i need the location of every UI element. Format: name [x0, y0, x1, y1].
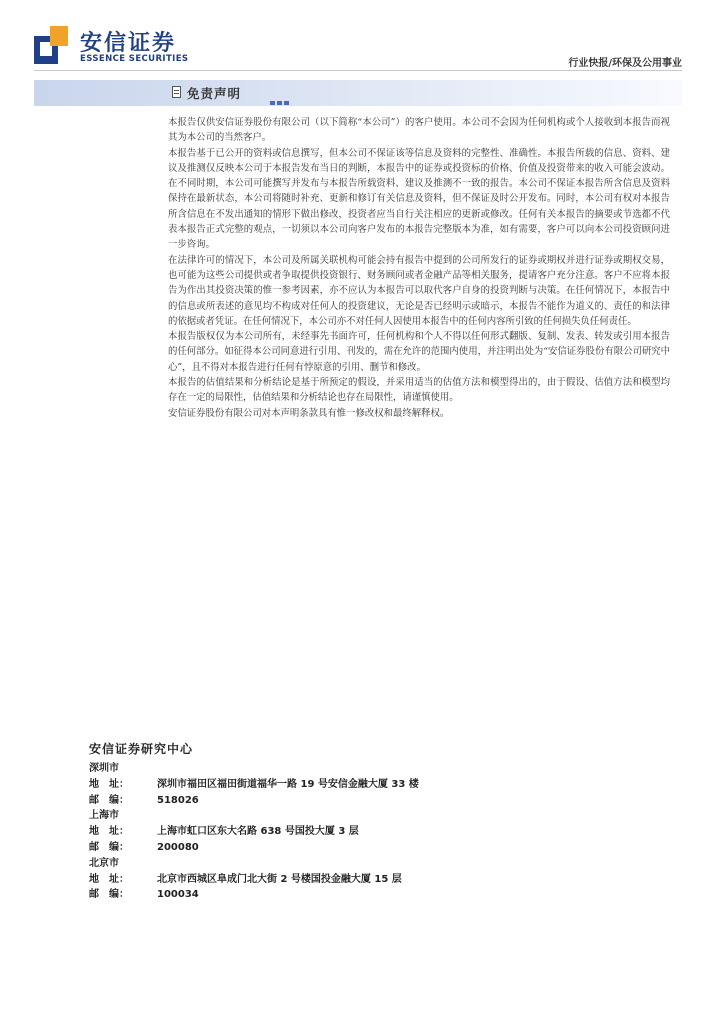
section-header — [34, 80, 682, 106]
section-title: 免责声明 — [187, 86, 242, 101]
office-zip-row — [89, 840, 649, 856]
office-zip-row — [89, 887, 649, 903]
disclaimer-paragraph: 本报告版权仅为本公司所有，未经事先书面许可，任何机构和个人不得以任何形式翻版、复制、发表、转发或引用本报告的任何部分。如征得本公司同意进行引用、刊发的，需在允许的范围内使用，并注明出处为“安信证券股份有限公司研究中心”，且不得对本报告进行任何有悖原意的引用、删节和修改。 — [168, 331, 670, 373]
logo-english-name: ESSENCE SECURITIES — [80, 54, 189, 64]
office-address: 上海市虹口区东大名路 638 号国投大厦 3 层 — [157, 826, 359, 838]
office-zip: 100034 — [157, 889, 199, 901]
office-city: 北京市 — [89, 857, 119, 869]
zip-label: 邮 编： — [89, 841, 129, 853]
office-zip: 200080 — [157, 841, 199, 853]
contact-section — [89, 740, 649, 903]
office-address: 北京市西城区阜成门北大街 2 号楼国投金融大厦 15 层 — [157, 873, 402, 885]
disclaimer-body — [168, 115, 670, 421]
header-divider — [34, 70, 682, 71]
zip-label: 邮 编： — [89, 794, 129, 806]
office-zip-row — [89, 793, 649, 809]
office-zip: 518026 — [157, 794, 199, 806]
zip-label: 邮 编： — [89, 889, 129, 901]
disclaimer-paragraph: 本报告的估值结果和分析结论是基于所预定的假设，并采用适当的估值方法和模型得出的，由于假设、估值方法和模型均存在一定的局限性，估值结果和分析结论也存在局限性，请谨慎使用。 — [168, 377, 670, 404]
contact-title: 安信证券研究中心 — [89, 742, 194, 756]
essence-logo-icon — [34, 26, 68, 64]
company-logo — [34, 26, 189, 66]
office-city: 上海市 — [89, 810, 119, 822]
office-address-row — [89, 872, 649, 888]
office-address-row — [89, 824, 649, 840]
document-icon — [172, 86, 181, 98]
disclaimer-paragraph: 本报告仅供安信证券股份有限公司（以下简称“本公司”）的客户使用。本公司不会因为任何机构或个人接收到本报告而视其为本公司的当然客户。 — [168, 117, 670, 144]
section-decoration-dots — [270, 90, 291, 109]
address-label: 地 址： — [89, 826, 129, 838]
address-label: 地 址： — [89, 778, 129, 790]
disclaimer-paragraph: 安信证券股份有限公司对本声明条款具有惟一修改权和最终解释权。 — [168, 407, 450, 419]
office-city: 深圳市 — [89, 763, 119, 774]
office-address: 深圳市福田区福田街道福华一路 19 号安信金融大厦 33 楼 — [157, 778, 419, 790]
logo-name: 安信证券 — [80, 31, 177, 56]
disclaimer-paragraph: 在法律许可的情况下，本公司及所属关联机构可能会持有报告中提到的公司所发行的证券或期权并进行证券或期权交易，也可能为这些公司提供或者争取提供投资银行、财务顾问或者金融产品等相关服务，提请客户充分注意。客户不应将本报告为作出其投资决策的惟一参考因素，亦不应认为本报告可以取代客户自身的投资判断与决策。在任何情况下，本报告中的信息或所表述的意见均不构成对任何人的投资建议，无论是否已经明示或暗示，本报告不能作为道义的、责任的和法律的依据或者凭证。在任何情况下，本公司亦不对任何人因使用本报告中的任何内容所引致的任何损失负任何责任。 — [168, 254, 670, 327]
office-address-row — [89, 777, 649, 793]
address-label: 地 址： — [89, 873, 129, 885]
disclaimer-paragraph: 本报告基于已公开的资料或信息撰写，但本公司不保证该等信息及资料的完整性、准确性。本报告所载的信息、资料、建议及推测仅反映本公司于本报告发布当日的判断，本报告中的证券或投资标的价格、价值及投资带来的收入可能会波动。在不同时期，本公司可能撰写并发布与本报告所载资料、建议及推测不一致的报告。本公司不保证本报告所含信息及资料保持在最新状态，本公司将随时补充、更新和修订有关信息及资料，但不保证及时公开发布。同时，本公司有权对本报告所含信息在不发出通知的情形下做出修改，投资者应当自行关注相应的更新或修改。任何有关本报告的摘要或节选都不代表本报告正式完整的观点，一切须以本公司向客户发布的本报告完整版本为准，如有需要，客户可以向本公司投资顾问进一步咨询。 — [168, 147, 670, 251]
report-type: 行业快报/环保及公用事业 — [568, 58, 682, 69]
